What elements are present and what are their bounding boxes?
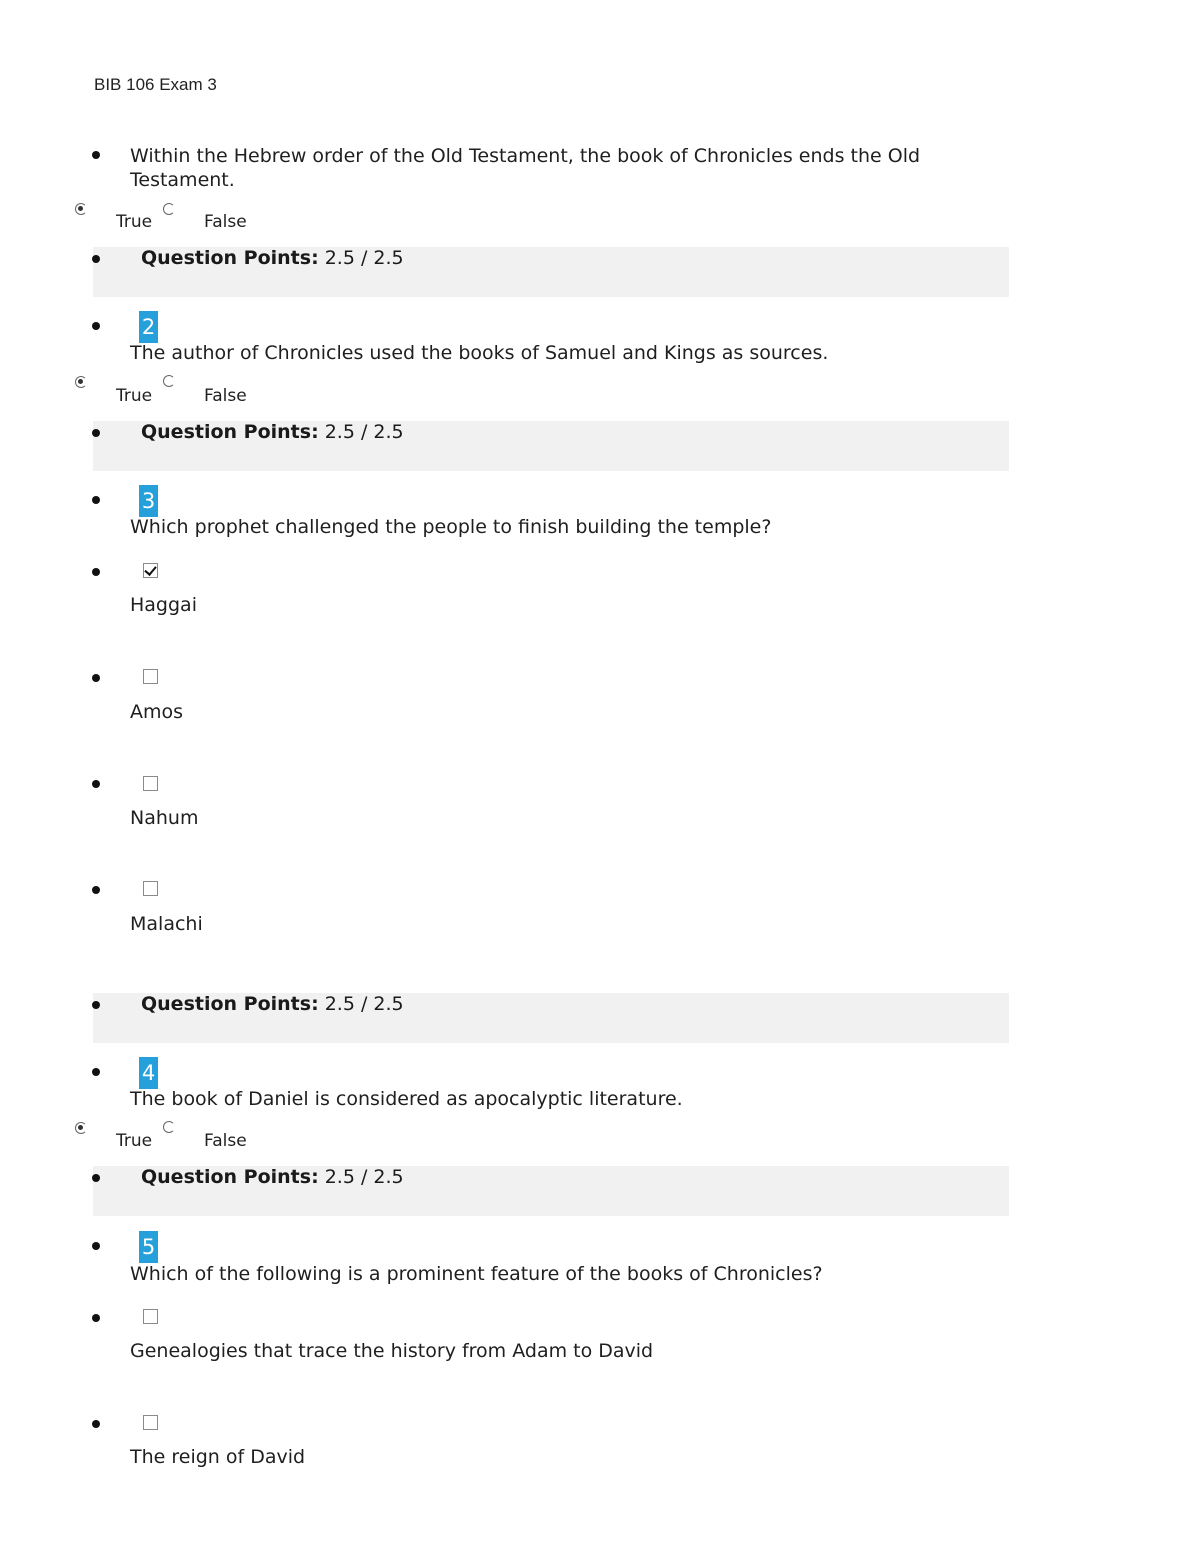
q2-points-bar bbox=[93, 421, 1009, 471]
q3-option-1-checkbox[interactable] bbox=[143, 563, 158, 578]
document-title: BIB 106 Exam 3 bbox=[94, 75, 217, 94]
question-4-text: The book of Daniel is considered as apocalyptic literature. bbox=[130, 1088, 683, 1110]
bullet bbox=[92, 780, 100, 788]
q3-option-1-label: Haggai bbox=[130, 594, 197, 616]
q2-false-radio[interactable] bbox=[163, 375, 175, 387]
q3-option-4-checkbox[interactable] bbox=[143, 881, 158, 896]
q2-true-label: True bbox=[116, 386, 153, 406]
bullet bbox=[92, 1314, 100, 1322]
bullet bbox=[92, 496, 100, 504]
bullet bbox=[92, 151, 100, 159]
bullet bbox=[92, 429, 100, 437]
q3-points bbox=[141, 993, 404, 1015]
bullet bbox=[92, 674, 100, 682]
q2-true-radio[interactable] bbox=[75, 376, 87, 388]
question-3-number: 3 bbox=[139, 485, 158, 517]
q4-false-radio[interactable] bbox=[163, 1121, 175, 1133]
q5-option-1-checkbox[interactable] bbox=[143, 1309, 158, 1324]
q2-points-label: Question Points: bbox=[141, 421, 319, 443]
q4-points-bar bbox=[93, 1166, 1009, 1216]
q4-true-label: True bbox=[116, 1131, 153, 1151]
q4-points bbox=[141, 1166, 404, 1188]
q3-option-3-checkbox[interactable] bbox=[143, 776, 158, 791]
q3-option-4-label: Malachi bbox=[130, 913, 203, 935]
q1-true-radio[interactable] bbox=[75, 203, 87, 215]
q3-option-2-label: Amos bbox=[130, 701, 184, 723]
question-2-text: The author of Chronicles used the books of Samuel and Kings as sources. bbox=[130, 342, 829, 364]
question-5-text: Which of the following is a prominent feature of the books of Chronicles? bbox=[130, 1263, 823, 1285]
q1-false-label: False bbox=[204, 212, 247, 232]
question-3-text: Which prophet challenged the people to finish building the temple? bbox=[130, 516, 772, 538]
q1-points-label: Question Points: bbox=[141, 247, 319, 269]
bullet bbox=[92, 886, 100, 894]
q3-points-label: Question Points: bbox=[141, 993, 319, 1015]
q2-false-label: False bbox=[204, 386, 247, 406]
q3-option-3-label: Nahum bbox=[130, 807, 199, 829]
bullet bbox=[92, 1420, 100, 1428]
bullet bbox=[92, 255, 100, 263]
q1-points bbox=[141, 247, 404, 269]
bullet bbox=[92, 1001, 100, 1009]
question-2-number: 2 bbox=[139, 311, 158, 343]
q4-true-radio[interactable] bbox=[75, 1122, 87, 1134]
q1-points-bar bbox=[93, 247, 1009, 297]
q2-points bbox=[141, 421, 404, 443]
q5-option-1-label: Genealogies that trace the history from Adam to David bbox=[130, 1340, 654, 1362]
q5-option-2-checkbox[interactable] bbox=[143, 1415, 158, 1430]
q4-points-label: Question Points: bbox=[141, 1166, 319, 1188]
q1-points-value: 2.5 / 2.5 bbox=[324, 247, 404, 269]
q3-points-bar bbox=[93, 993, 1009, 1043]
q3-option-2-checkbox[interactable] bbox=[143, 669, 158, 684]
question-1-text: Within the Hebrew order of the Old Testament, the book of Chronicles ends the Old Testament. bbox=[130, 145, 921, 191]
bullet bbox=[92, 322, 100, 330]
q4-points-value: 2.5 / 2.5 bbox=[324, 1166, 404, 1188]
q5-option-2-label: The reign of David bbox=[130, 1446, 306, 1468]
question-5-number: 5 bbox=[139, 1231, 158, 1263]
q4-false-label: False bbox=[204, 1131, 247, 1151]
q3-points-value: 2.5 / 2.5 bbox=[324, 993, 404, 1015]
q1-false-radio[interactable] bbox=[163, 203, 175, 215]
q2-points-value: 2.5 / 2.5 bbox=[324, 421, 404, 443]
bullet bbox=[92, 1068, 100, 1076]
bullet bbox=[92, 1174, 100, 1182]
question-4-number: 4 bbox=[139, 1057, 158, 1089]
bullet bbox=[92, 568, 100, 576]
q1-true-label: True bbox=[116, 212, 153, 232]
bullet bbox=[92, 1242, 100, 1250]
